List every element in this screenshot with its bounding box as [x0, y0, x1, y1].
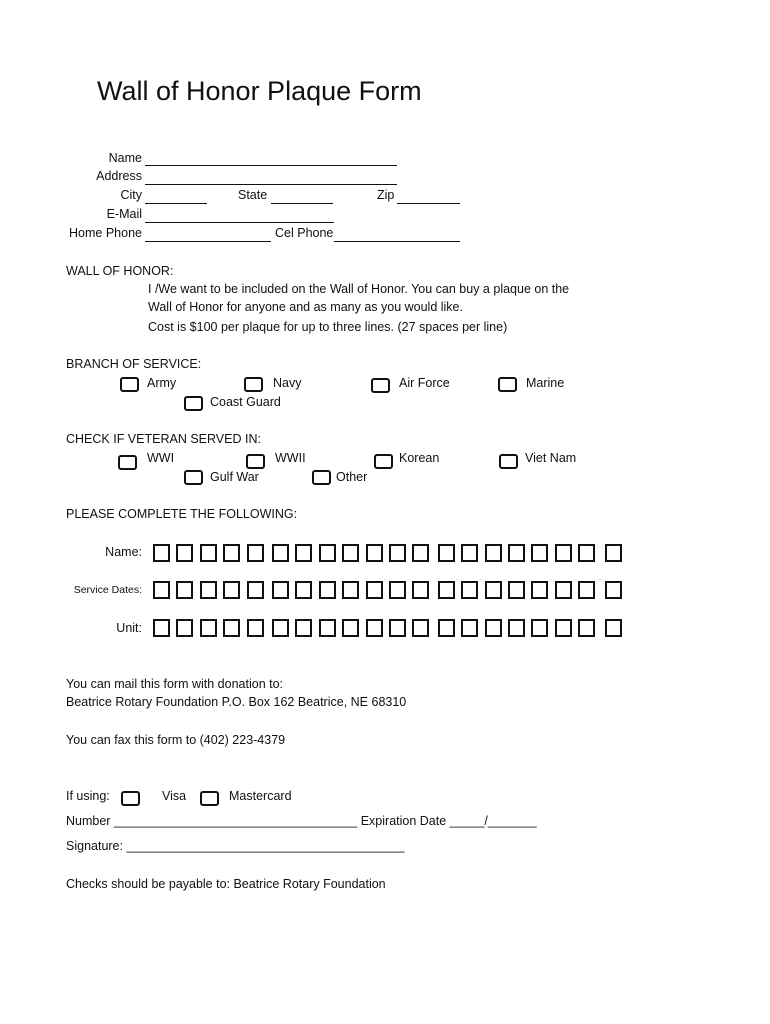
gulf-war-label: Gulf War — [210, 470, 259, 484]
plaque-name-box[interactable] — [578, 544, 595, 562]
zip-field[interactable] — [397, 203, 460, 204]
plaque-unit-box[interactable] — [508, 619, 525, 637]
wall-text-line: I /We want to be included on the Wall of Honor. You can buy a plaque on the — [148, 282, 570, 296]
korean-checkbox[interactable] — [374, 454, 393, 469]
coast-guard-checkbox[interactable] — [184, 396, 203, 411]
plaque-service-dates-box[interactable] — [461, 581, 478, 599]
mastercard-label: Mastercard — [229, 789, 292, 803]
signature-field[interactable]: Signature: ________________________________________ — [66, 839, 405, 853]
cel-phone-label: Cel Phone — [275, 226, 334, 240]
wwi-label: WWI — [147, 451, 175, 465]
plaque-name-box[interactable] — [555, 544, 572, 562]
plaque-unit-box[interactable] — [555, 619, 572, 637]
plaque-service-dates-box[interactable] — [485, 581, 502, 599]
plaque-service-dates-box[interactable] — [412, 581, 429, 599]
veteran-heading: CHECK IF VETERAN SERVED IN: — [66, 432, 261, 446]
navy-label: Navy — [273, 376, 302, 390]
plaque-unit-box[interactable] — [223, 619, 240, 637]
plaque-service-dates-box[interactable] — [272, 581, 289, 599]
plaque-name-box[interactable] — [508, 544, 525, 562]
other-label: Other — [336, 470, 368, 484]
plaque-unit-box[interactable] — [578, 619, 595, 637]
plaque-service-dates-box[interactable] — [200, 581, 217, 599]
fax-text: You can fax this form to (402) 223-4379 — [66, 733, 286, 747]
viet-nam-label: Viet Nam — [525, 451, 577, 465]
city-label: City — [120, 188, 142, 202]
plaque-name-box[interactable] — [247, 544, 264, 562]
viet-nam-checkbox[interactable] — [499, 454, 518, 469]
plaque-service-dates-box[interactable] — [578, 581, 595, 599]
zip-label: Zip — [377, 188, 395, 202]
if-using-label: If using: — [66, 789, 110, 803]
visa-label: Visa — [162, 789, 187, 803]
gulf-war-checkbox[interactable] — [184, 470, 203, 485]
wwi-checkbox[interactable] — [118, 455, 137, 470]
plaque-name-box[interactable] — [176, 544, 193, 562]
plaque-service-dates-box[interactable] — [508, 581, 525, 599]
plaque-service-dates-label: Service Dates: — [73, 584, 142, 596]
mail-text: You can mail this form with donation to: — [66, 677, 284, 691]
mail-address: Beatrice Rotary Foundation P.O. Box 162 Beatrice, NE 68310 — [66, 695, 407, 709]
plaque-name-box[interactable] — [412, 544, 429, 562]
plaque-unit-box[interactable] — [438, 619, 455, 637]
plaque-name-box[interactable] — [531, 544, 548, 562]
branch-heading: BRANCH OF SERVICE: — [66, 357, 202, 371]
home-phone-label: Home Phone — [69, 226, 142, 240]
address-field[interactable] — [145, 184, 397, 185]
plaque-name-box[interactable] — [295, 544, 312, 562]
wwii-label: WWII — [275, 451, 306, 465]
plaque-service-dates-box[interactable] — [389, 581, 406, 599]
plaque-unit-box[interactable] — [272, 619, 289, 637]
plaque-service-dates-box[interactable] — [295, 581, 312, 599]
plaque-service-dates-box[interactable] — [531, 581, 548, 599]
plaque-unit-box[interactable] — [153, 619, 170, 637]
air-force-checkbox[interactable] — [371, 378, 390, 393]
plaque-unit-box[interactable] — [366, 619, 383, 637]
plaque-unit-box[interactable] — [319, 619, 336, 637]
plaque-name-box[interactable] — [223, 544, 240, 562]
name-label: Name — [108, 151, 142, 165]
plaque-unit-box[interactable] — [295, 619, 312, 637]
coast-guard-label: Coast Guard — [210, 395, 281, 409]
plaque-service-dates-box[interactable] — [223, 581, 240, 599]
plaque-name-box[interactable] — [438, 544, 455, 562]
wall-text-line: Wall of Honor for anyone and as many as you would like. — [148, 300, 463, 314]
plaque-service-dates-box[interactable] — [319, 581, 336, 599]
plaque-unit-box[interactable] — [200, 619, 217, 637]
plaque-unit-box[interactable] — [485, 619, 502, 637]
plaque-service-dates-box[interactable] — [366, 581, 383, 599]
checks-payable-text: Checks should be payable to: Beatrice Rotary Foundation — [66, 877, 386, 891]
card-number-field[interactable]: Number ___________________________________ Expiration Date _____/_______ — [66, 814, 537, 828]
army-label: Army — [147, 376, 177, 390]
plaque-name-box[interactable] — [200, 544, 217, 562]
state-label: State — [238, 188, 268, 202]
plaque-service-dates-box[interactable] — [438, 581, 455, 599]
plaque-unit-box[interactable] — [412, 619, 429, 637]
plaque-name-box[interactable] — [366, 544, 383, 562]
visa-checkbox[interactable] — [121, 791, 140, 806]
plaque-name-box[interactable] — [389, 544, 406, 562]
plaque-unit-box[interactable] — [176, 619, 193, 637]
plaque-service-dates-box[interactable] — [176, 581, 193, 599]
air-force-label: Air Force — [399, 376, 450, 390]
plaque-name-box[interactable] — [485, 544, 502, 562]
city-field[interactable] — [145, 203, 207, 204]
plaque-service-dates-box[interactable] — [555, 581, 572, 599]
plaque-name-box[interactable] — [272, 544, 289, 562]
mastercard-checkbox[interactable] — [200, 791, 219, 806]
wall-heading: WALL OF HONOR: — [66, 264, 174, 278]
plaque-unit-box[interactable] — [605, 619, 622, 637]
wwii-checkbox[interactable] — [246, 454, 265, 469]
navy-checkbox[interactable] — [244, 377, 263, 392]
email-field[interactable] — [145, 222, 334, 223]
plaque-unit-box[interactable] — [247, 619, 264, 637]
marine-checkbox[interactable] — [498, 377, 517, 392]
plaque-unit-box[interactable] — [531, 619, 548, 637]
name-field[interactable] — [145, 165, 397, 166]
plaque-unit-box[interactable] — [342, 619, 359, 637]
home-phone-field[interactable] — [145, 241, 271, 242]
page-title: Wall of Honor Plaque Form — [97, 76, 422, 106]
plaque-name-box[interactable] — [605, 544, 622, 562]
plaque-service-dates-box[interactable] — [153, 581, 170, 599]
plaque-service-dates-box[interactable] — [605, 581, 622, 599]
wall-text-line: Cost is $100 per plaque for up to three lines. (27 spaces per line) — [148, 320, 508, 334]
other-checkbox[interactable] — [312, 470, 331, 485]
complete-heading: PLEASE COMPLETE THE FOLLOWING: — [66, 507, 298, 521]
plaque-name-box[interactable] — [319, 544, 336, 562]
address-label: Address — [96, 169, 142, 183]
korean-label: Korean — [399, 451, 440, 465]
marine-label: Marine — [526, 376, 565, 390]
email-label: E-Mail — [106, 207, 142, 221]
plaque-service-dates-box[interactable] — [247, 581, 264, 599]
army-checkbox[interactable] — [120, 377, 139, 392]
plaque-unit-box[interactable] — [389, 619, 406, 637]
state-field[interactable] — [271, 203, 333, 204]
plaque-name-box[interactable] — [342, 544, 359, 562]
plaque-service-dates-box[interactable] — [342, 581, 359, 599]
plaque-name-box[interactable] — [153, 544, 170, 562]
plaque-unit-box[interactable] — [461, 619, 478, 637]
cel-phone-field[interactable] — [334, 241, 460, 242]
plaque-name-label: Name: — [105, 545, 142, 559]
plaque-name-box[interactable] — [461, 544, 478, 562]
plaque-unit-label: Unit: — [116, 621, 142, 635]
